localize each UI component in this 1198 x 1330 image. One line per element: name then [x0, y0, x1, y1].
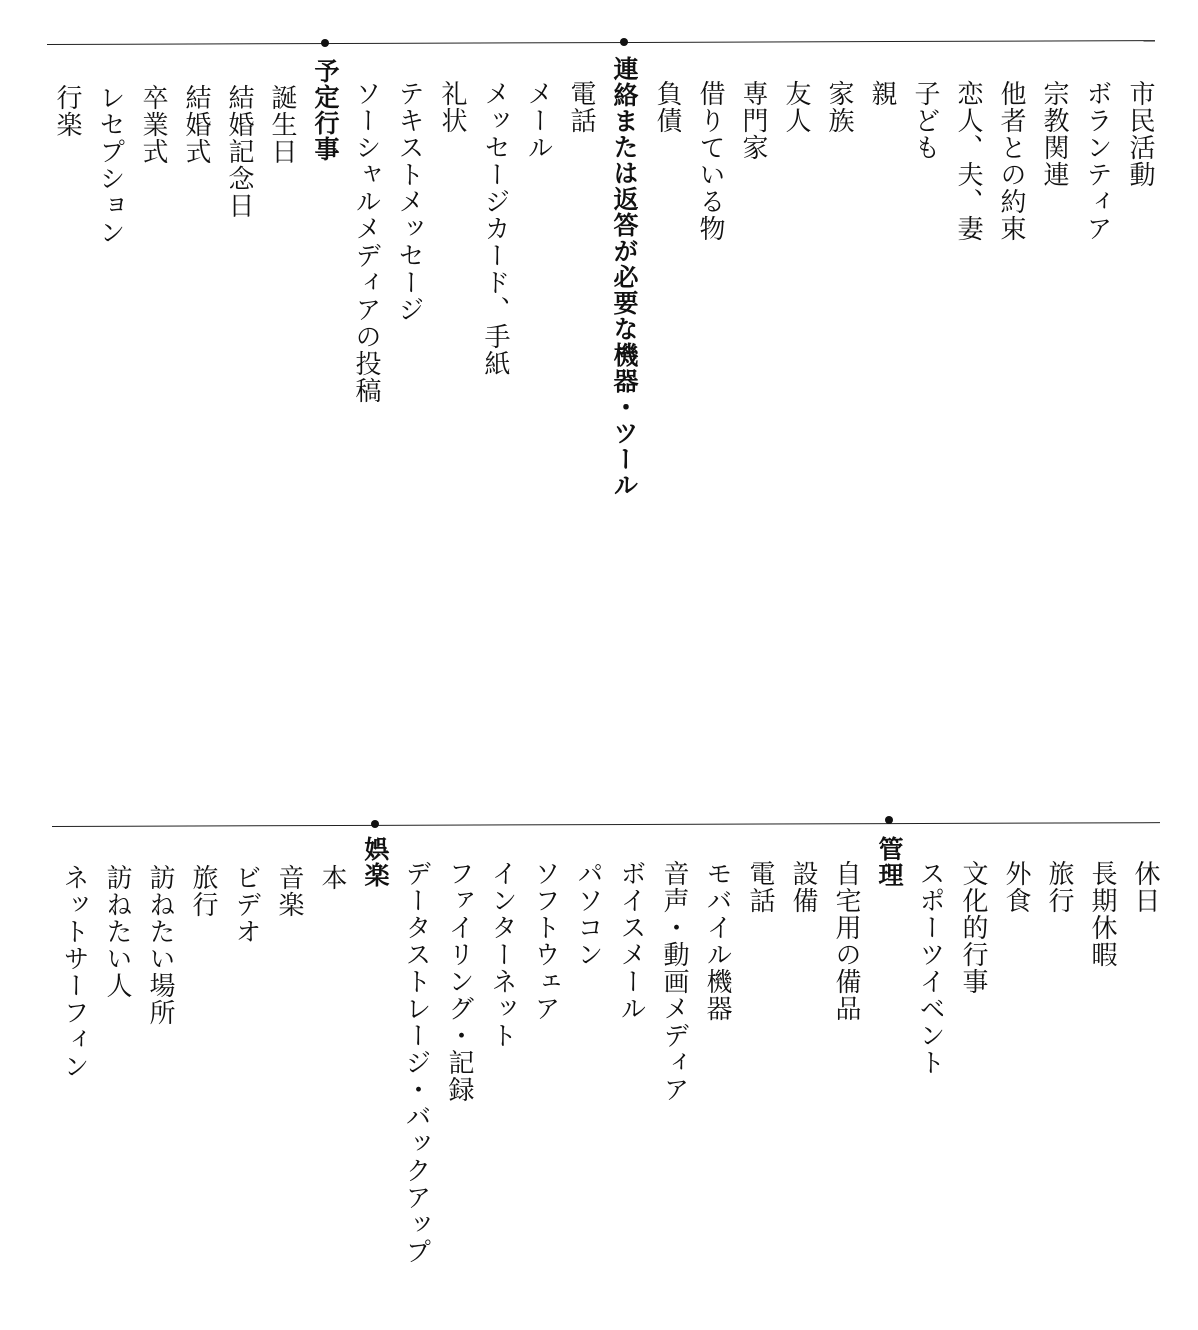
list-item: 他者との約束 — [996, 80, 1026, 242]
list-item: 借りている物 — [695, 80, 725, 242]
list-item: テキストメッセージ — [394, 80, 424, 323]
entertainment-heading-marker — [371, 820, 379, 828]
list-item: 長期休暇 — [1087, 860, 1117, 968]
list-item: 専門家 — [738, 80, 768, 161]
list-item: 宗教関連 — [1039, 80, 1069, 188]
list-item: 誕生日 — [267, 84, 297, 165]
list-item: スポーツイベント — [915, 860, 945, 1076]
list-item: 電話 — [745, 860, 775, 914]
bottom-section-rule — [52, 822, 1160, 827]
list-item: 家族 — [824, 80, 854, 134]
list-item: レセプション — [95, 84, 125, 246]
list-item: 音楽 — [274, 864, 304, 918]
list-item: パソコン — [573, 860, 603, 968]
list-item: モバイル機器 — [702, 860, 732, 1022]
list-item: 負債 — [652, 80, 682, 134]
list-item: 市民活動 — [1125, 80, 1155, 188]
section-heading-contact-tools: 連絡または返答が必要な機器・ツール — [610, 56, 639, 498]
list-item: 結婚式 — [181, 84, 211, 165]
list-item: 子ども — [910, 80, 940, 161]
list-item: ソフトウェア — [530, 860, 560, 1022]
list-item: ボランティア — [1082, 80, 1112, 242]
list-item: ネットサーフィン — [59, 864, 89, 1080]
list-item: 卒業式 — [138, 84, 168, 165]
list-item: 恋人、夫、妻 — [953, 80, 983, 242]
list-item: ファイリング・記録 — [444, 860, 474, 1103]
list-item: 文化的行事 — [958, 860, 988, 995]
list-item: 親 — [867, 80, 897, 107]
list-item: ビデオ — [231, 864, 261, 945]
list-item: メッセージカード、手紙 — [480, 80, 510, 377]
list-item: 本 — [317, 864, 347, 891]
list-item: 旅行 — [188, 864, 218, 918]
list-item: 友人 — [781, 80, 811, 134]
list-item: 自宅用の備品 — [831, 860, 861, 1022]
list-item: インターネット — [487, 860, 517, 1049]
list-item: 礼状 — [437, 80, 467, 134]
management-heading-marker — [885, 816, 893, 824]
list-item: 訪ねたい場所 — [145, 864, 175, 1026]
list-item: 休日 — [1130, 860, 1160, 914]
list-item: データストレージ・バックアップ — [401, 860, 431, 1265]
list-item: 結婚記念日 — [224, 84, 254, 219]
list-item: ソーシャルメディアの投稿 — [351, 80, 381, 404]
list-item: 設備 — [788, 860, 818, 914]
list-item: 音声・動画メディア — [659, 860, 689, 1103]
section-heading-events: 予定行事 — [311, 58, 340, 162]
list-item: 外食 — [1001, 860, 1031, 914]
list-item: 電話 — [566, 80, 596, 134]
list-item: ボイスメール — [616, 860, 646, 1022]
section-heading-management: 管理 — [875, 836, 904, 888]
section-heading-entertainment: 娯楽 — [361, 836, 390, 888]
top-section-rule — [47, 40, 1155, 45]
list-item: 旅行 — [1044, 860, 1074, 914]
list-item: 行楽 — [52, 84, 82, 138]
contact-heading-marker — [620, 38, 628, 46]
list-item: メール — [523, 80, 553, 161]
events-heading-marker — [321, 39, 329, 47]
list-item: 訪ねたい人 — [102, 864, 132, 999]
